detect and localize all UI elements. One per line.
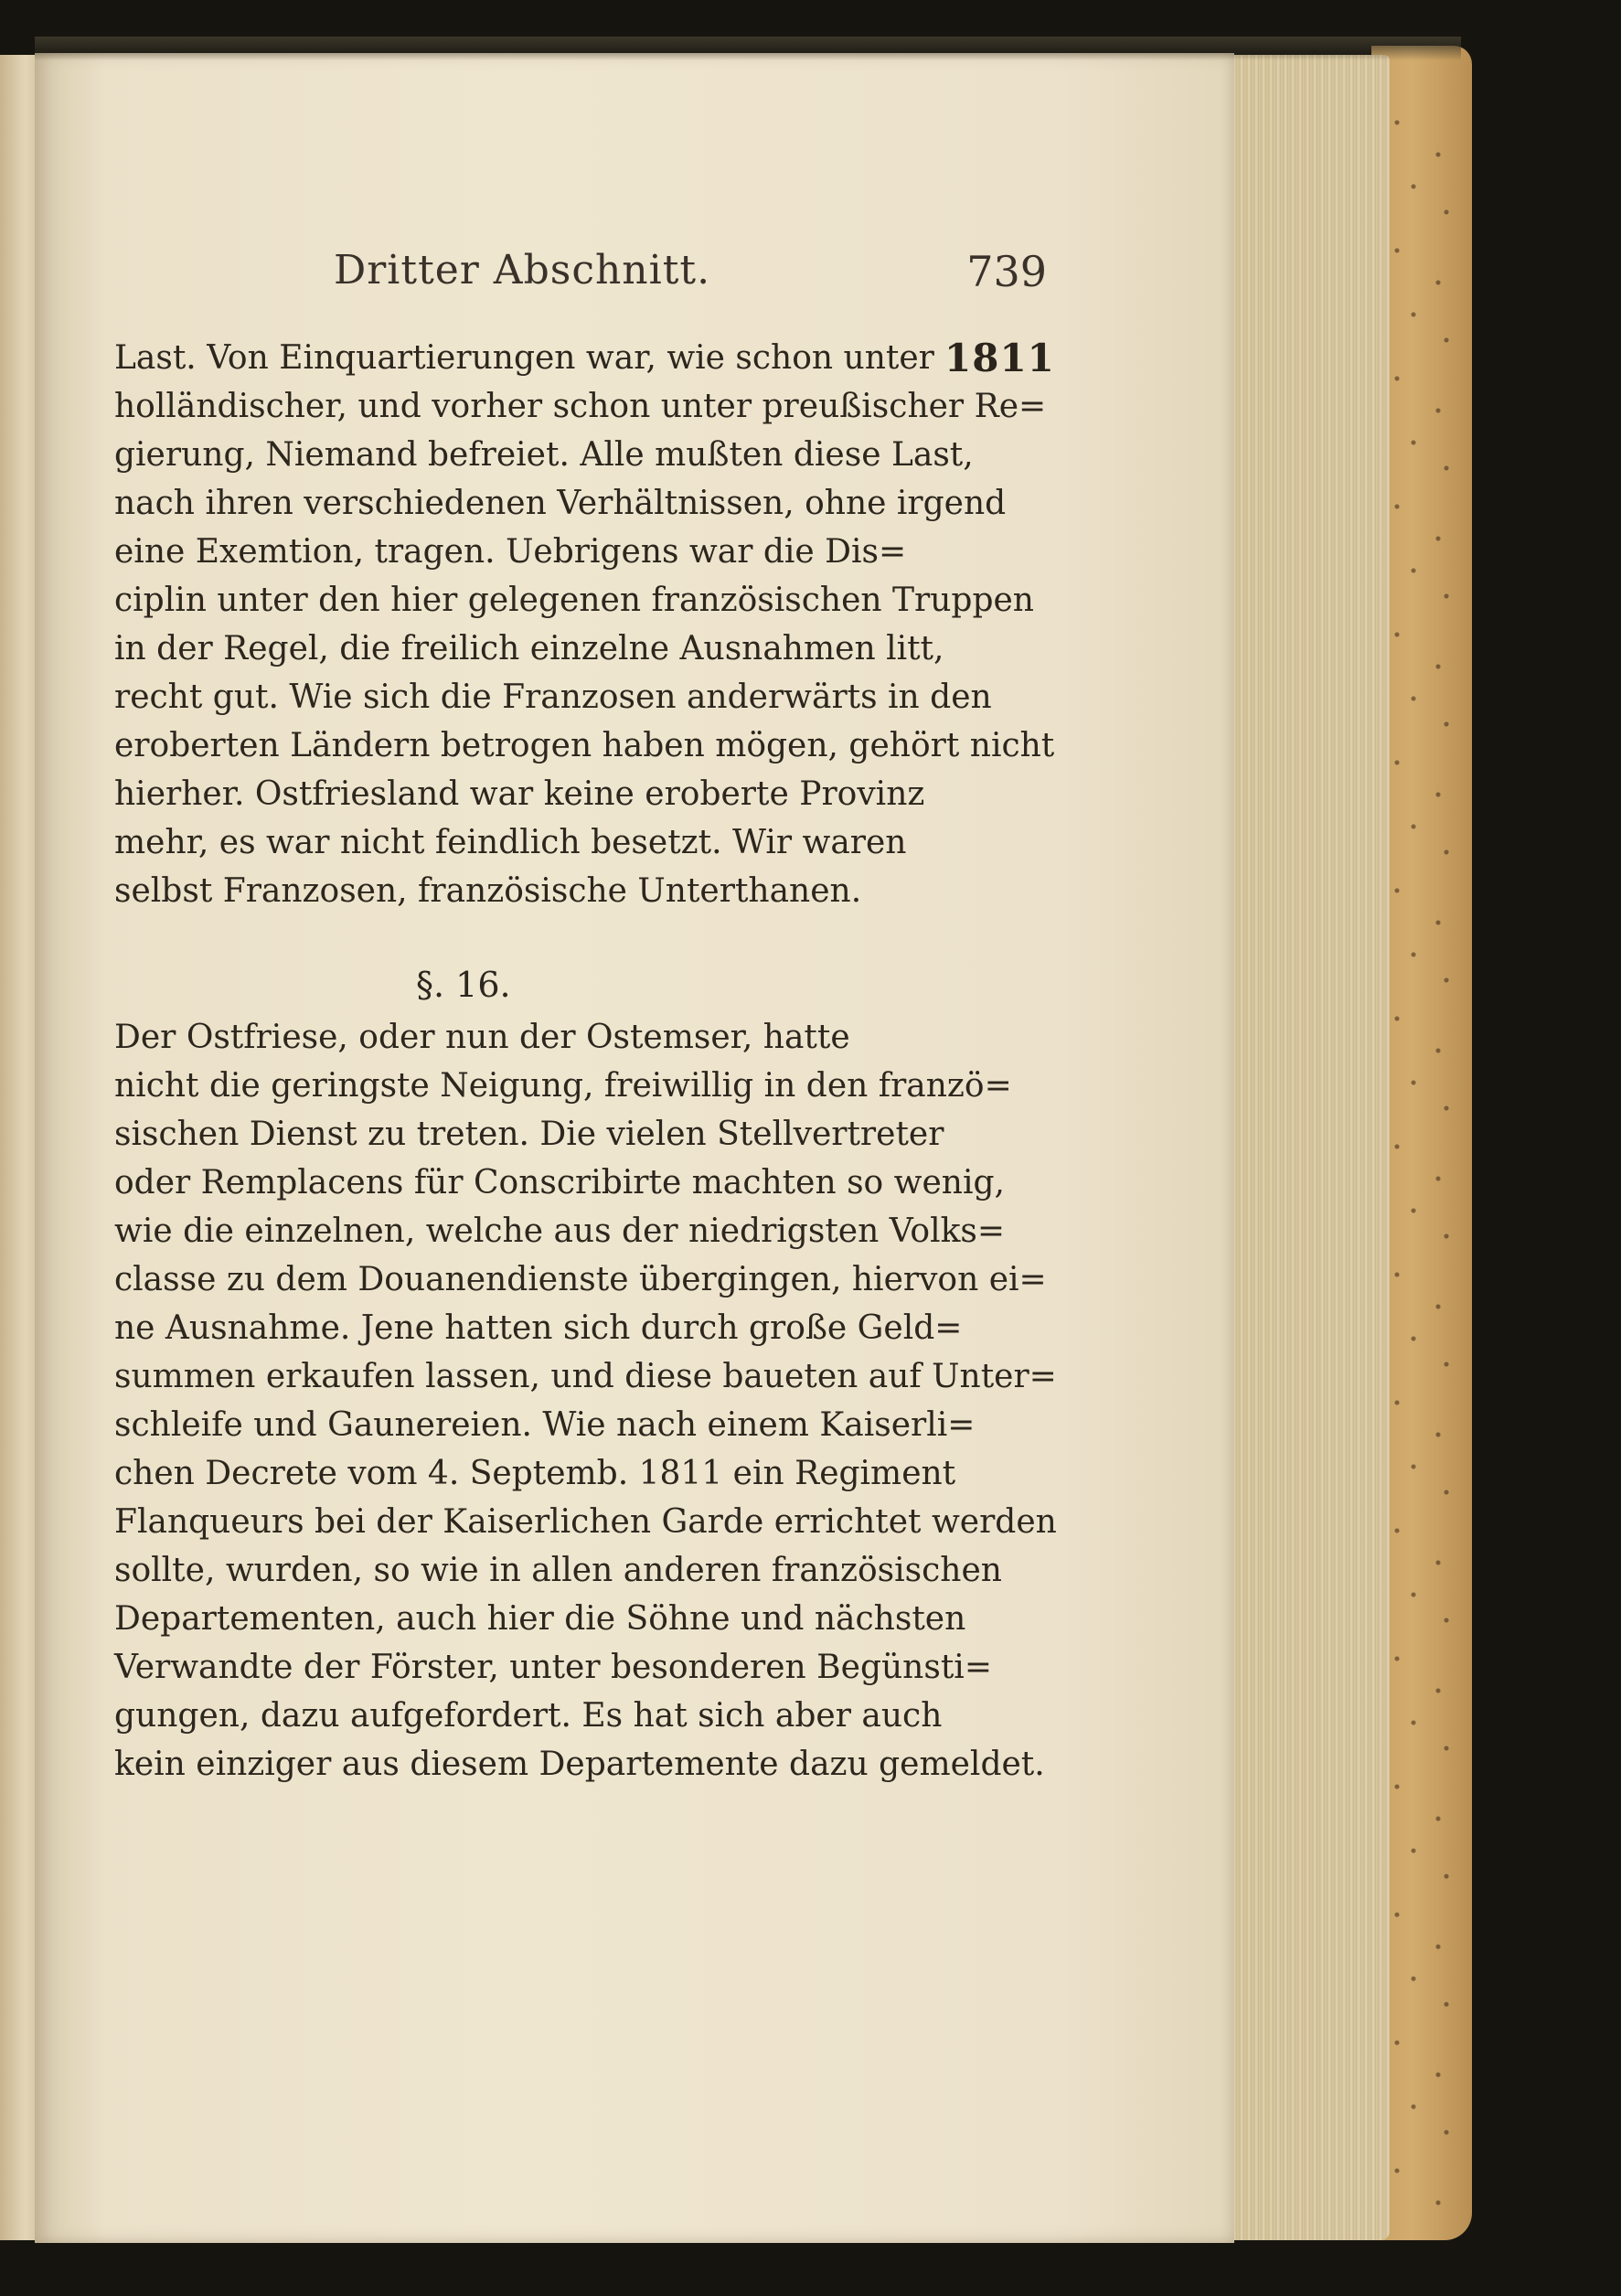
text-line: eroberten Ländern betrogen haben mögen, gehört nicht (114, 727, 1055, 764)
left-page-edge (0, 55, 37, 2240)
text-line: wie die einzelnen, welche aus der niedrigsten Volks= (114, 1212, 1006, 1250)
text-line: sollte, wurden, so wie in allen anderen französischen (114, 1552, 1002, 1589)
text-line: ciplin unter den hier gelegenen französischen Truppen (114, 582, 1034, 619)
text-line: ne Ausnahme. Jene hatten sich durch große Geld= (114, 1309, 963, 1347)
text-line: summen erkaufen lassen, und diese baueten auf Unter= (114, 1358, 1057, 1395)
text-line: gungen, dazu aufgefordert. Es hat sich aber auch (114, 1697, 943, 1735)
text-line: schleife und Gaunereien. Wie nach einem Kaiserli= (114, 1406, 976, 1444)
section-heading: §. 16. (416, 965, 511, 1005)
running-header-title: Dritter Abschnitt. (334, 247, 711, 294)
book-fore-edge (1230, 55, 1390, 2240)
cover-foxing-spots (1381, 110, 1463, 2213)
running-header (114, 247, 1047, 311)
text-line: gierung, Niemand befreiet. Alle mußten diese Last, (114, 436, 974, 474)
text-line: hierher. Ostfriesland war keine eroberte Provinz (114, 775, 925, 813)
text-line: selbst Franzosen, französische Unterthanen. (114, 872, 862, 910)
text-line: oder Remplacens für Conscribirte machten so wenig, (114, 1164, 1005, 1201)
text-line: Der Ostfriese, oder nun der Ostemser, hatte (114, 1019, 850, 1056)
text-line: holländischer, und vorher schon unter preußischer Re= (114, 388, 1047, 425)
text-line: in der Regel, die freilich einzelne Ausnahmen litt, (114, 630, 944, 667)
text-line: kein einziger aus diesem Departemente dazu gemeldet. (114, 1746, 1045, 1783)
text-line: sischen Dienst zu treten. Die vielen Stellvertreter (114, 1116, 944, 1153)
text-line: nicht die geringste Neigung, freiwillig in den franzö= (114, 1067, 1012, 1105)
margin-year-note: 1811 (944, 336, 1055, 380)
text-line: recht gut. Wie sich die Franzosen anderwärts in den (114, 678, 992, 716)
text-line: nach ihren verschiedenen Verhältnissen, ohne irgend (114, 485, 1007, 522)
text-line: classe zu dem Douanendienste übergingen, hiervon ei= (114, 1261, 1047, 1298)
text-line: Last. Von Einquartierungen war, wie schon unter (114, 339, 934, 377)
text-line: chen Decrete vom 4. Septemb. 1811 ein Regiment (114, 1455, 956, 1492)
page-top-shadow (35, 37, 1461, 60)
page-number: 739 (966, 247, 1047, 296)
text-line: mehr, es war nicht feindlich besetzt. Wir waren (114, 824, 907, 861)
text-line: eine Exemtion, tragen. Uebrigens war die Dis= (114, 533, 907, 571)
text-line: Flanqueurs bei der Kaiserlichen Garde errichtet werden (114, 1503, 1057, 1541)
text-line: Verwandte der Förster, unter besonderen Begünsti= (114, 1649, 992, 1686)
text-line: Departementen, auch hier die Söhne und nächsten (114, 1600, 966, 1638)
